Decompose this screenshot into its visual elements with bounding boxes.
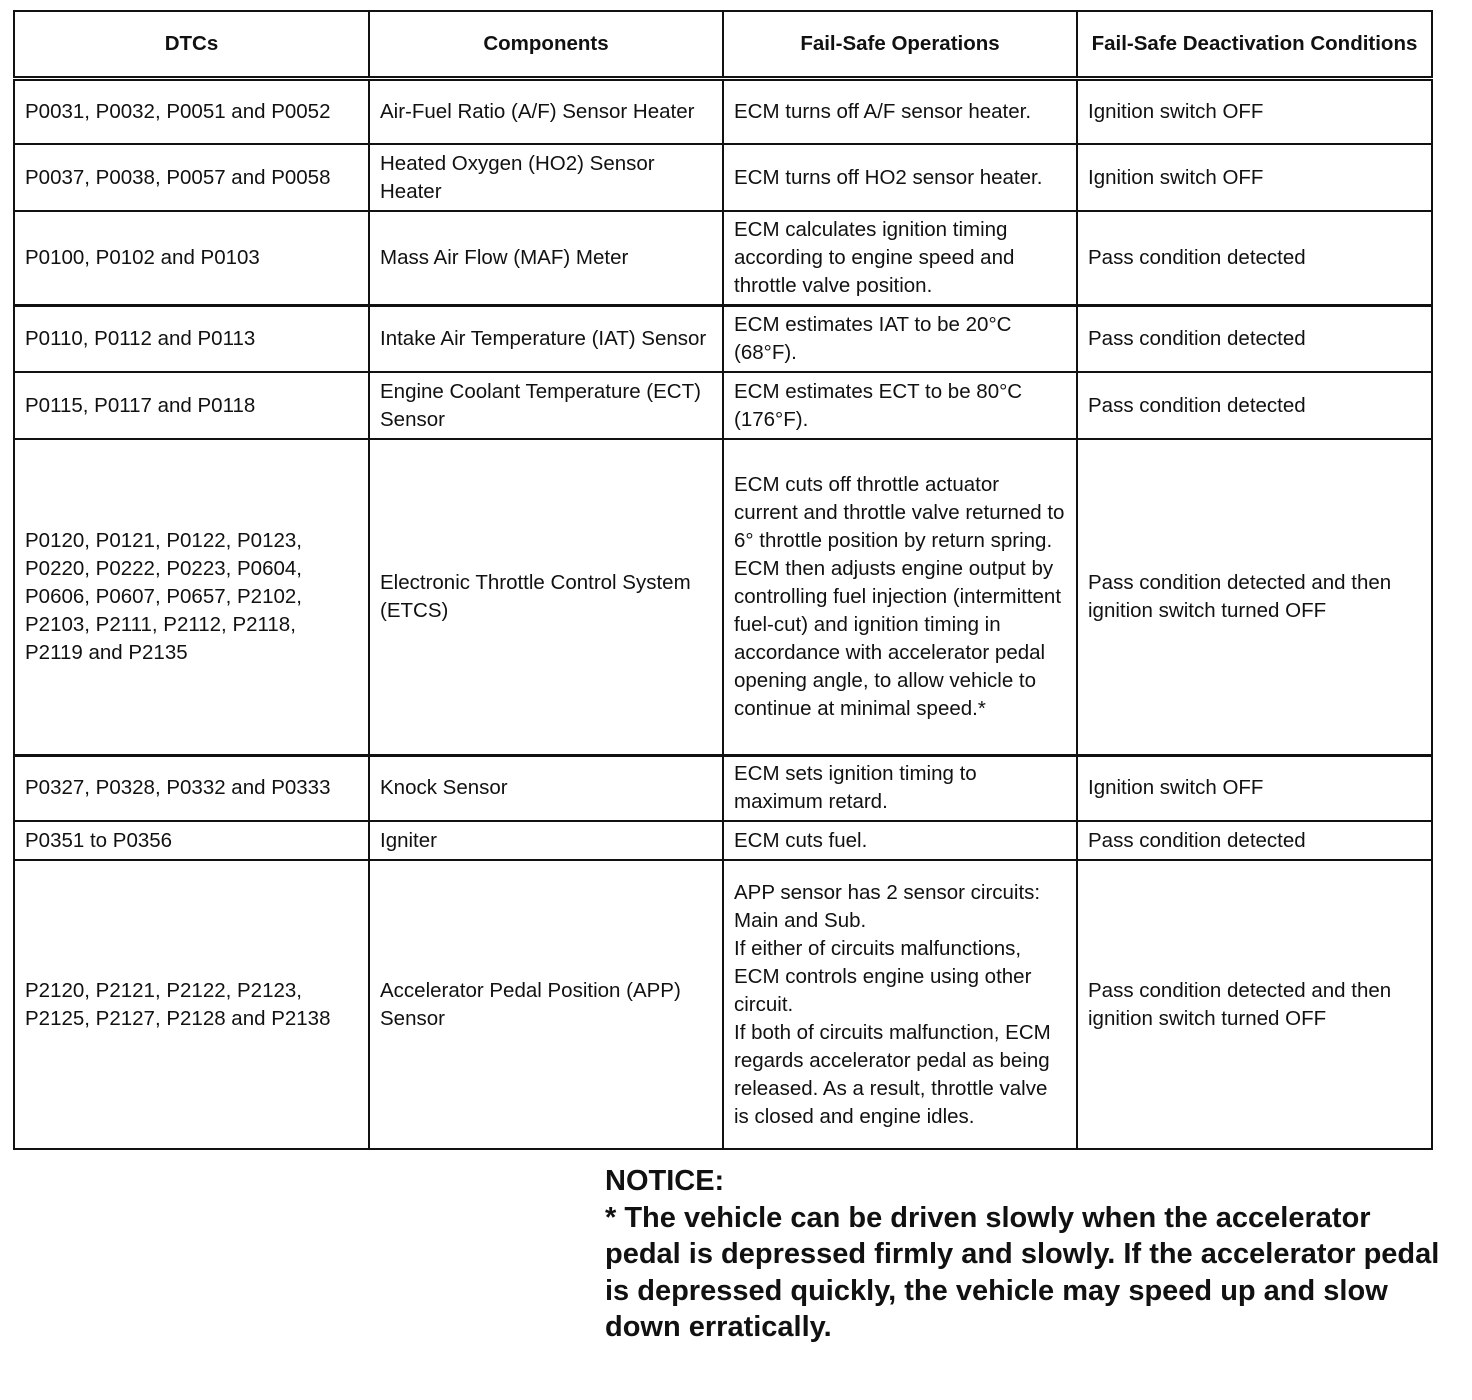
header-dtcs: DTCs: [14, 11, 369, 78]
cell-component: Heated Oxygen (HO2) Sensor Heater: [369, 144, 723, 211]
cell-dtcs: P2120, P2121, P2122, P2123, P2125, P2127, P2128 and P2138: [14, 860, 369, 1149]
cell-operation: ECM estimates ECT to be 80°C (176°F).: [723, 372, 1077, 439]
table-row: [14, 860, 1432, 1149]
cell-dtcs: P0031, P0032, P0051 and P0052: [14, 78, 369, 144]
table-row: [14, 439, 1432, 755]
cell-operation: ECM estimates IAT to be 20°C (68°F).: [723, 305, 1077, 372]
cell-dtcs: P0120, P0121, P0122, P0123, P0220, P0222, P0223, P0604, P0606, P0607, P0657, P2102, P2103, P2111, P2112, P2118, P2119 and P2135: [14, 439, 369, 755]
table-row: [14, 755, 1432, 821]
cell-dtcs: P0115, P0117 and P0118: [14, 372, 369, 439]
table-row: [14, 211, 1432, 305]
cell-component: Knock Sensor: [369, 755, 723, 821]
cell-operation: ECM calculates ignition timing according to engine speed and throttle valve position.: [723, 211, 1077, 305]
table-row: [14, 305, 1432, 372]
header-components: Components: [369, 11, 723, 78]
cell-operation: ECM turns off HO2 sensor heater.: [723, 144, 1077, 211]
notice-body: * The vehicle can be driven slowly when the accelerator pedal is depressed firmly and slowly. If the accelerator pedal is depressed quickly, the vehicle may speed up and slow down erratically.: [605, 1201, 1440, 1343]
cell-component: Engine Coolant Temperature (ECT) Sensor: [369, 372, 723, 439]
header-deactivation-conditions: Fail-Safe Deactivation Conditions: [1077, 11, 1432, 78]
header-fail-safe-operations: Fail-Safe Operations: [723, 11, 1077, 78]
operation-text: ECM cuts off throttle actuator current and throttle valve returned to 6° throttle position by return spring. ECM then adjusts engine output by controlling fuel injection (intermittent fuel-cut) and ignition timing in accordance with accelerator pedal opening angle, to allow vehicle to continue at minimal speed.*: [734, 472, 1065, 720]
notice-title: NOTICE:: [605, 1165, 725, 1197]
table-row: [14, 144, 1432, 211]
cell-operation: ECM cuts fuel.: [723, 821, 1077, 860]
cell-component: Electronic Throttle Control System (ETCS): [369, 439, 723, 755]
cell-dtcs: P0100, P0102 and P0103: [14, 211, 369, 305]
cell-operation: [723, 439, 1077, 755]
cell-component: Accelerator Pedal Position (APP) Sensor: [369, 860, 723, 1149]
fail-safe-table: [13, 10, 1433, 1150]
cell-dtcs: P0037, P0038, P0057 and P0058: [14, 144, 369, 211]
cell-component: Intake Air Temperature (IAT) Sensor: [369, 305, 723, 372]
cell-operation: ECM turns off A/F sensor heater.: [723, 78, 1077, 144]
cell-deactivation: Ignition switch OFF: [1077, 144, 1432, 211]
cell-dtcs: P0327, P0328, P0332 and P0333: [14, 755, 369, 821]
cell-component: Air-Fuel Ratio (A/F) Sensor Heater: [369, 78, 723, 144]
cell-operation: ECM sets ignition timing to maximum retard.: [723, 755, 1077, 821]
table-row: [14, 821, 1432, 860]
cell-deactivation: Ignition switch OFF: [1077, 78, 1432, 144]
cell-deactivation: Pass condition detected and then ignition switch turned OFF: [1077, 439, 1432, 755]
table-header-row: [14, 11, 1432, 78]
notice-block: [605, 1163, 1445, 1346]
cell-deactivation: Pass condition detected: [1077, 372, 1432, 439]
cell-deactivation: Pass condition detected: [1077, 211, 1432, 305]
cell-deactivation: Pass condition detected: [1077, 821, 1432, 860]
cell-deactivation: Pass condition detected: [1077, 305, 1432, 372]
operation-text: APP sensor has 2 sensor circuits: Main and Sub. If either of circuits malfunctions, ECM controls engine using other circuit. If both of circuits malfunction, ECM regards accelerator pedal as being released. As a result, throttle valve is closed and engine idles.: [734, 880, 1051, 1128]
cell-operation: [723, 860, 1077, 1149]
cell-dtcs: P0351 to P0356: [14, 821, 369, 860]
cell-dtcs: P0110, P0112 and P0113: [14, 305, 369, 372]
table-row: [14, 78, 1432, 144]
cell-component: Igniter: [369, 821, 723, 860]
cell-component: Mass Air Flow (MAF) Meter: [369, 211, 723, 305]
cell-deactivation: Ignition switch OFF: [1077, 755, 1432, 821]
cell-deactivation: Pass condition detected and then ignition switch turned OFF: [1077, 860, 1432, 1149]
table-row: [14, 372, 1432, 439]
